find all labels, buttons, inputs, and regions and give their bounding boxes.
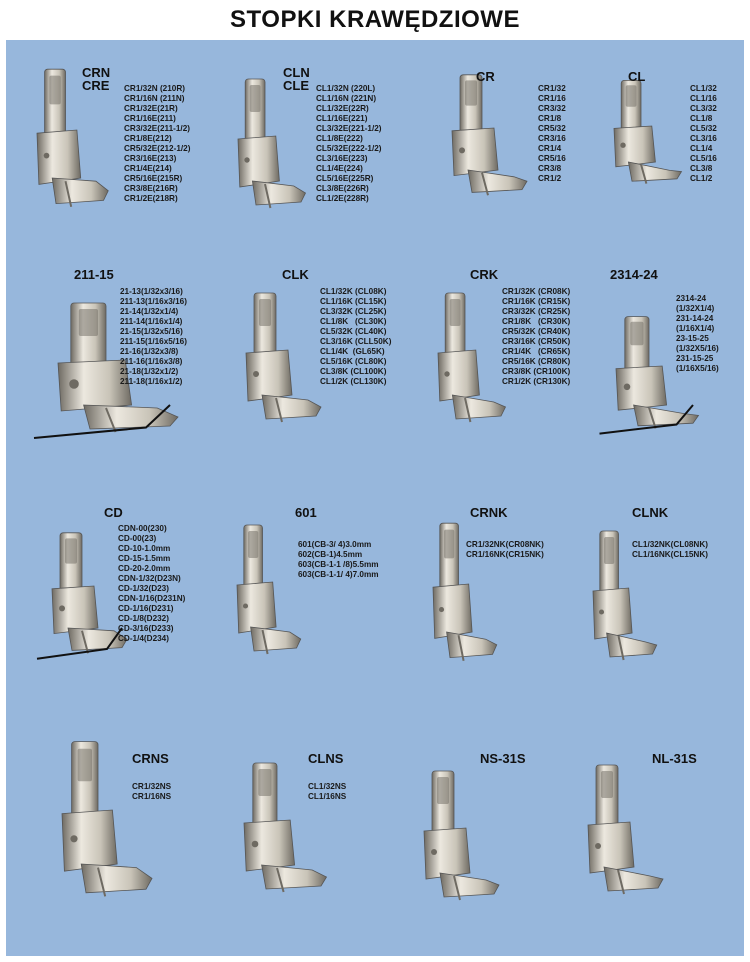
model-code-list [124,84,190,204]
model-code: CL1/4E(224) [316,164,363,173]
model-code: CD-15-1.5mm [118,554,171,563]
model-code: CD-1/32(D23) [118,584,169,593]
model-code: CL3/16E(223) [316,154,368,163]
product-name: CLN CLE [283,65,310,93]
product-name: CRN CRE [82,65,111,93]
model-code: CL1/32 [690,84,717,93]
model-code: CL5/32E(222-1/2) [316,144,382,153]
model-code: CR3/32 [538,104,566,113]
model-code: CD-20-2.0mm [118,564,171,573]
model-code-list [466,540,544,560]
product-name: CR [476,69,495,84]
product-name: CD [104,505,123,520]
product-name: CRNK [470,505,508,520]
model-code: CL1/32E(22R) [316,104,369,113]
product-name: CRK [470,267,499,282]
model-code: CD-1/4(D234) [118,634,169,643]
model-code: CD-1/16(D231) [118,604,174,613]
product-name: CLNS [308,751,344,766]
model-code-list [632,540,708,560]
model-code: CR5/32 [538,124,566,133]
model-code: CDN-1/16(D231N) [118,594,186,603]
model-code: CL1/16NS [308,792,347,801]
model-code-list [538,84,566,184]
model-code: CR1/32E(21R) [124,104,178,113]
model-code: CL3/32E(221-1/2) [316,124,382,133]
presser-foot-image [420,290,510,445]
model-code: CR3/16E(213) [124,154,177,163]
presser-foot-image [596,78,686,203]
model-code-list [676,294,719,374]
model-code: CR1/2E(218R) [124,194,178,203]
presser-foot-image [432,69,532,217]
model-code: CR3/8E(216R) [124,184,178,193]
presser-foot-image [220,522,305,677]
model-code: CD-10-1.0mm [118,544,171,553]
model-code: CL1/8E(222) [316,134,363,143]
model-code: CR1/16K (CR15K) [502,297,571,306]
model-code: CR5/32E(212-1/2) [124,144,191,153]
presser-foot-image [568,762,668,917]
model-code: CL3/8K (CL100K) [320,367,387,376]
model-code: 603(CB-1-1/ 4)7.0mm [298,570,379,579]
model-code: 21-15(1/32x5/16) [120,327,183,336]
product-name: NS-31S [480,751,526,766]
model-code: CL1/32N (220L) [316,84,376,93]
model-code: CL5/16 [690,154,717,163]
model-code: 21-18(1/32x1/2) [120,367,179,376]
model-code: CR5/32K (CR40K) [502,327,571,336]
model-code: CR1/16NK(CR15NK) [466,550,544,559]
model-code-list [118,524,185,644]
product-name: 211-15 [74,267,114,282]
model-code: CL1/2 [690,174,713,183]
model-code: CR1/8E(212) [124,134,172,143]
model-code: CR1/16 [538,94,566,103]
model-code: CL1/16 [690,94,717,103]
model-code: CL1/16K (CL15K) [320,297,387,306]
model-code: CR1/8 [538,114,562,123]
model-code-list [320,287,391,387]
model-code: CD-1/8(D232) [118,614,169,623]
model-code: CR3/8K (CR100K) [502,367,571,376]
model-code: CR1/32N (210R) [124,84,185,93]
model-code: 601(CB-3/ 4)3.0mm [298,540,372,549]
model-code: CD-00(23) [118,534,157,543]
model-code: CR1/32NK(CR08NK) [466,540,544,549]
model-code: 211-16(1/16x3/8) [120,357,183,366]
model-code: CL5/32 [690,124,717,133]
model-code: CL5/32K (CL40K) [320,327,387,336]
model-code: CR1/4E(214) [124,164,172,173]
model-code: CR3/16K (CR50K) [502,337,571,346]
model-code: CL3/32K (CL25K) [320,307,387,316]
model-code: CL1/32NS [308,782,347,791]
model-code-list [298,540,379,580]
page-title: STOPKI KRAWĘDZIOWE [230,6,520,33]
model-code: CL3/16K (CLL50K) [320,337,392,346]
model-code-list [690,84,717,184]
model-code: 231-15-25 [676,354,714,363]
model-code: CR3/32E(211-1/2) [124,124,190,133]
model-code: CL1/16N (221N) [316,94,377,103]
model-code: CR1/16N (211N) [124,94,185,103]
model-code: CL3/16 [690,134,717,143]
model-code: 231-14-24 [676,314,714,323]
model-code: (1/32X5/16) [676,344,719,353]
model-code: 211-15(1/16x5/16) [120,337,187,346]
model-code: CL1/32K (CL08K) [320,287,387,296]
model-code: CR1/8K (CR30K) [502,317,571,326]
model-code: (1/16X5/16) [676,364,719,373]
model-code: CDN-1/32(D23N) [118,574,181,583]
model-code: CR1/32NS [132,782,172,791]
model-code: CR1/2 [538,174,562,183]
model-code: CR5/16K (CR80K) [502,357,571,366]
model-code: 23-15-25 [676,334,709,343]
model-code: CR1/16NS [132,792,172,801]
presser-foot-image [404,768,504,923]
model-code: CL1/32NK(CL08NK) [632,540,708,549]
model-code: CR5/16 [538,154,566,163]
model-code: (1/16X1/4) [676,324,715,333]
model-code: CL1/4 [690,144,713,153]
model-code: 2314-24 [676,294,707,303]
model-code-list [316,84,382,204]
product-name: CL [628,69,646,84]
model-code-list [308,782,346,802]
model-code: CL1/2E(228R) [316,194,369,203]
model-code: CR1/4 [538,144,562,153]
model-code: 603(CB-1-1 /8)5.5mm [298,560,379,569]
model-code-list [132,782,171,802]
model-code: 211-14(1/16x1/4) [120,317,183,326]
product-name: CLNK [632,505,669,520]
model-code: CR1/2K (CR130K) [502,377,571,386]
model-code: CR1/32K (CR08K) [502,287,571,296]
presser-foot-image [32,530,132,675]
model-code: CD-3/16(D233) [118,624,174,633]
model-code: 602(CB-1)4.5mm [298,550,363,559]
model-code: CR1/4K (CR65K) [502,347,571,356]
model-code: CDN-00(230) [118,524,167,533]
model-code: 211-18(1/16x1/2) [120,377,183,386]
model-code: CL1/8K (CL30K) [320,317,387,326]
model-code: (1/32X1/4) [676,304,715,313]
product-name: CLK [282,267,309,282]
model-code: CL5/16K (CL80K) [320,357,387,366]
model-code: CL3/32 [690,104,717,113]
model-code-list [120,287,187,387]
model-code: CR3/8 [538,164,562,173]
model-code: CR3/16 [538,134,566,143]
product-name: 601 [295,505,317,520]
model-code: 211-13(1/16x3/16) [120,297,187,306]
model-code: CL1/8 [690,114,713,123]
presser-foot-image [226,290,326,445]
model-code: CL3/8 [690,164,713,173]
model-code: CL1/4K (GL65K) [320,347,385,356]
model-code: CL1/2K (CL130K) [320,377,387,386]
model-code: CL3/8E(226R) [316,184,369,193]
model-code: 21-16(1/32x3/8) [120,347,179,356]
product-name: 2314-24 [610,267,658,282]
model-code: CL1/16E(221) [316,114,368,123]
model-code: CR1/16E(211) [124,114,176,123]
model-code: 21-13(1/32x3/16) [120,287,183,296]
model-code: CR1/32 [538,84,566,93]
model-code-list [502,287,570,387]
model-code: 21-14(1/32x1/4) [120,307,179,316]
model-code: CR5/16E(215R) [124,174,183,183]
product-name: NL-31S [652,751,697,766]
model-code: CR3/32K (CR25K) [502,307,571,316]
model-code: CL1/16NK(CL15NK) [632,550,708,559]
presser-foot-image [220,76,310,231]
product-name: CRNS [132,751,169,766]
model-code: CL5/16E(225R) [316,174,374,183]
